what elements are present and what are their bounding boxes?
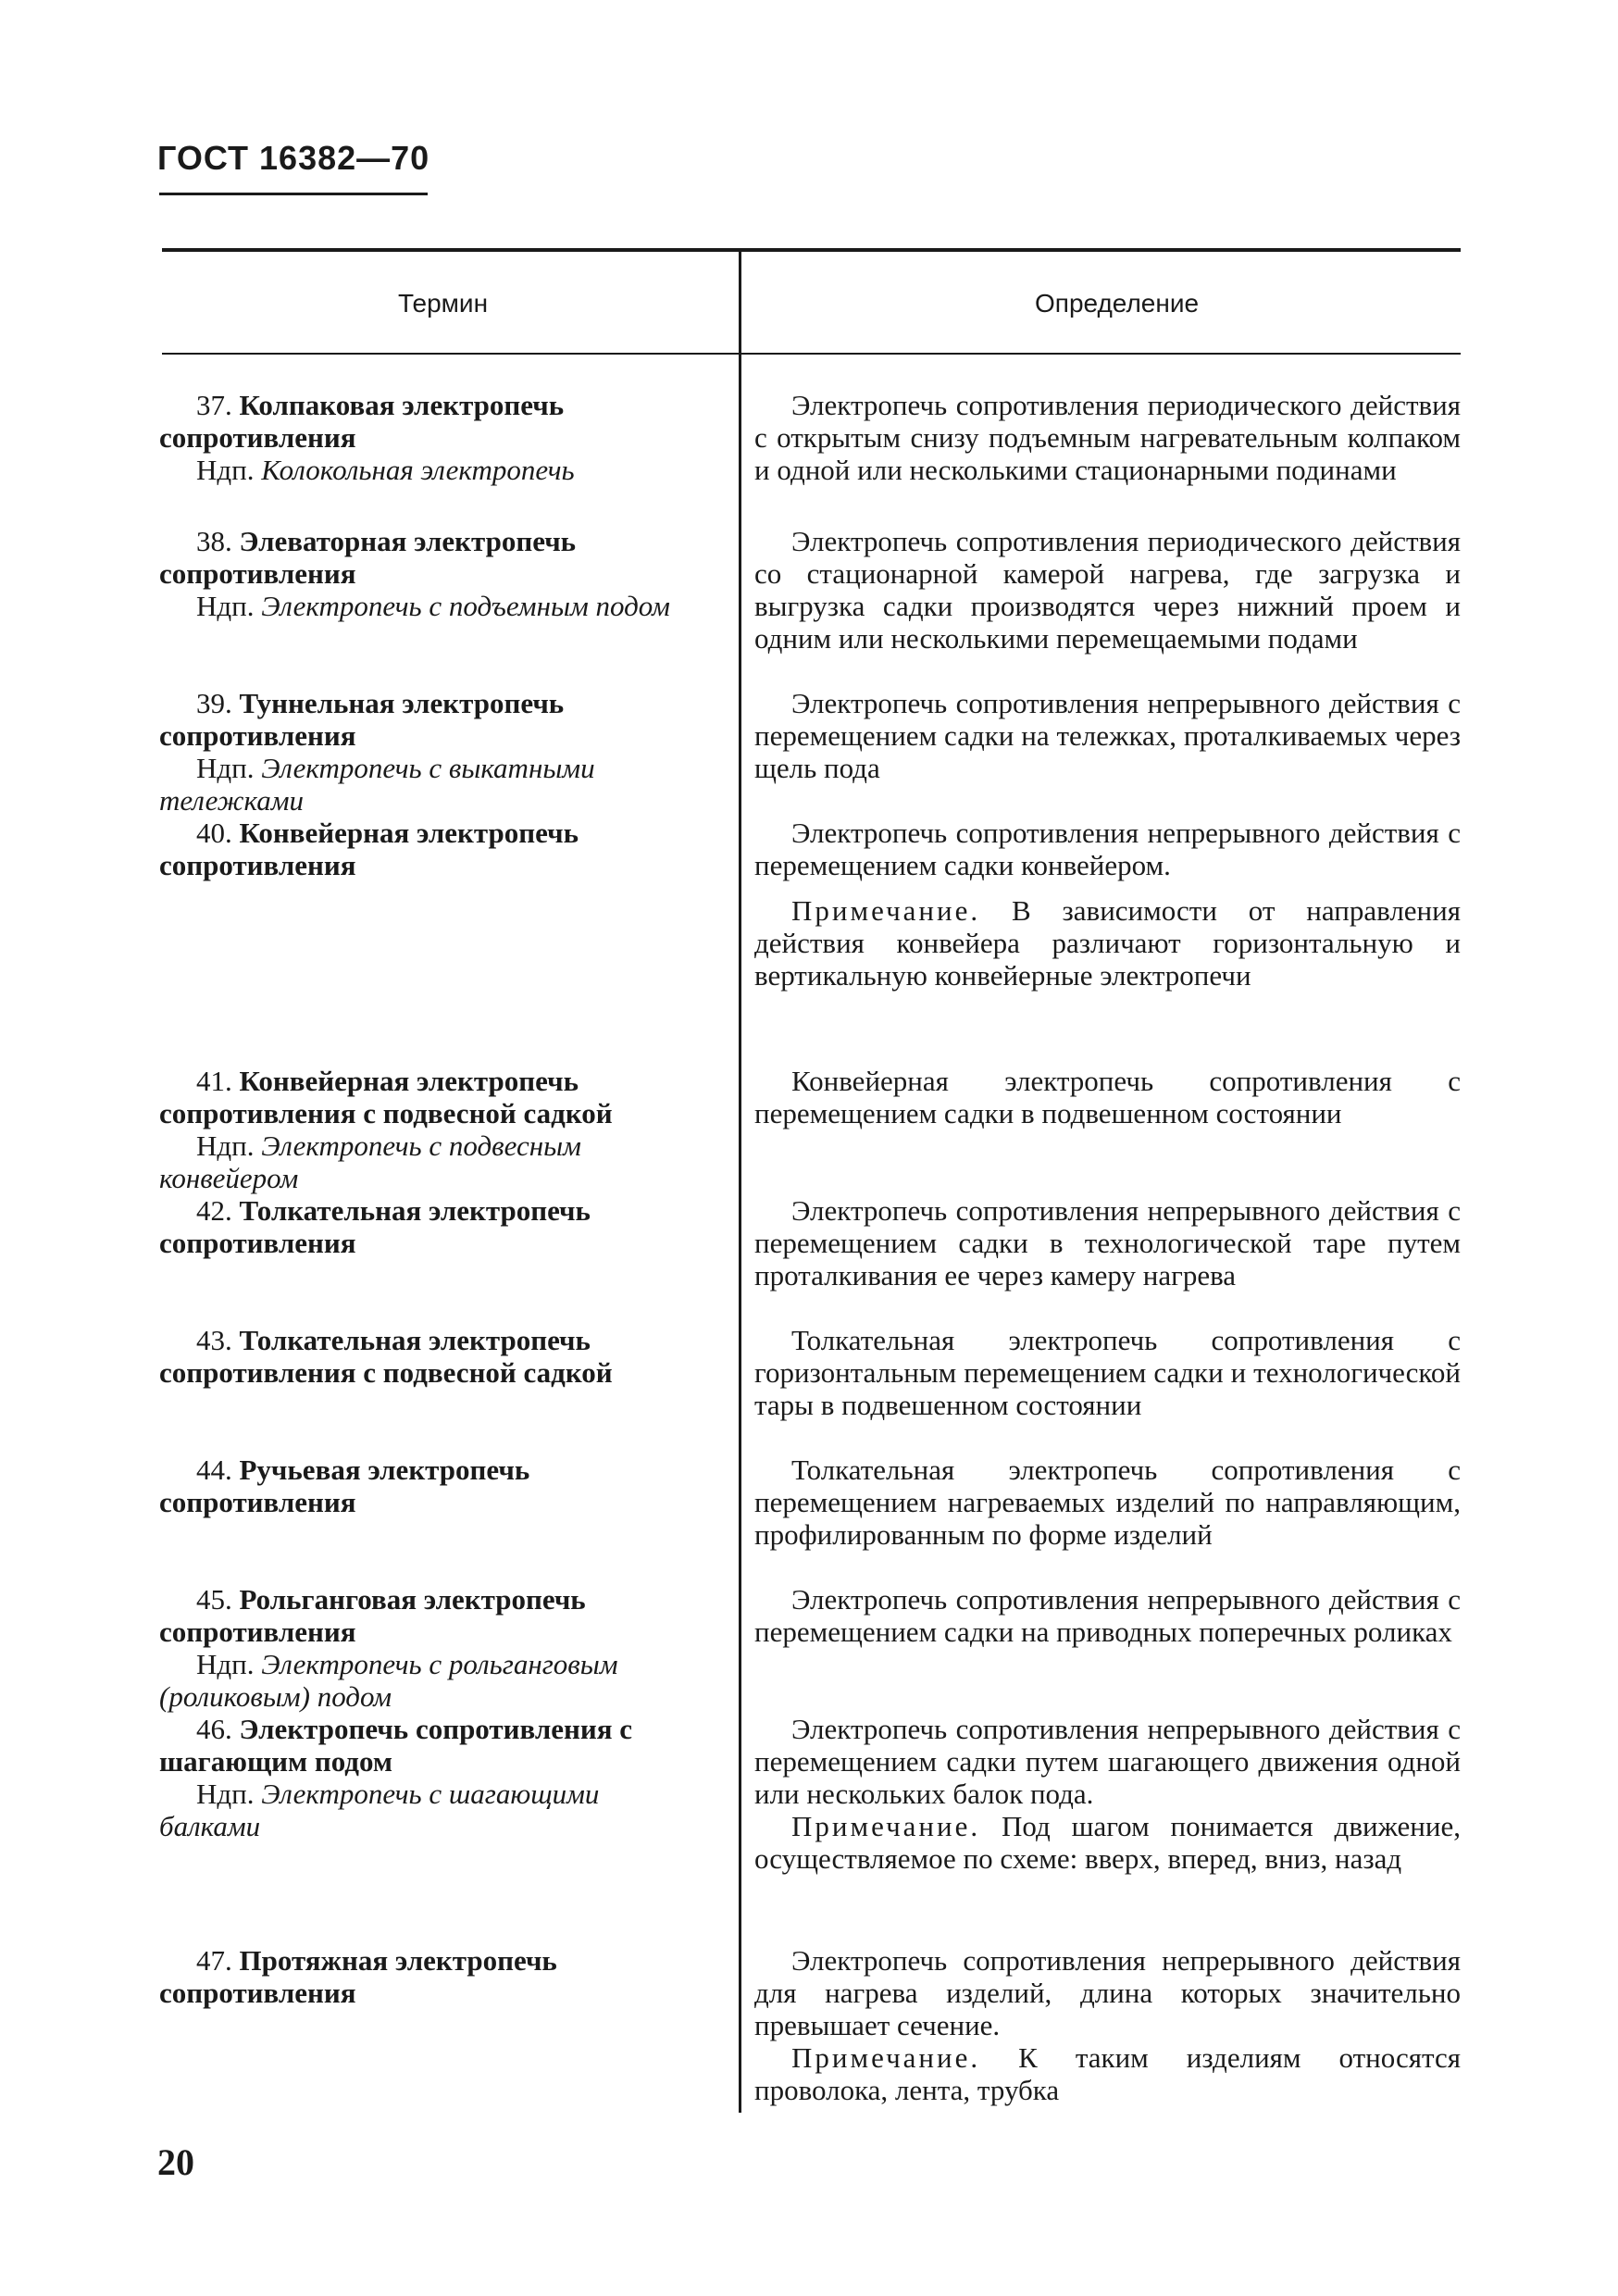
term-46: 46. Электропечь сопротивления с шагающим подом Ндп. Электропечь с шагающими балками [159,1713,632,1842]
definition-47: Электропечь сопротивления непрерывного действия для нагрева изделий, длина которых значительно превышает сечение. Примечание. К таким изделиям относятся проволока, лента, трубка [754,1944,1461,2106]
header-underline [159,193,428,195]
definition-41: Конвейерная электропечь сопротивления с перемещением садки в подвешенном состоянии [754,1065,1461,1129]
column-divider [739,252,741,2113]
page-number: 20 [157,2141,194,2183]
term-43: 43. Толкательная электропечь сопротивления с подвесной садкой [159,1324,613,1389]
term-47: 47. Протяжная электропечь сопротивления [159,1944,557,2009]
term-44: 44. Ручьевая электропечь сопротивления [159,1454,530,1518]
note-40: Примечание. В зависимости от направления действия конвейера различают горизонтальную и вертикальную конвейерные электропечи [754,894,1461,992]
term-39: 39. Туннельная электропечь сопротивления Ндп. Электропечь с выкатными тележками [159,687,595,817]
table-top-rule [162,248,1461,252]
term-41: 41. Конвейерная электропечь сопротивления с подвесной садкой Ндп. Электропечь с подвесным конвейером [159,1065,613,1194]
definition-45: Электропечь сопротивления непрерывного действия с перемещением садки на приводных поперечных роликах [754,1583,1461,1648]
term-38: 38. Элеваторная электропечь сопротивления Ндп. Электропечь с подъемным подом [159,525,670,622]
definition-38: Электропечь сопротивления периодического действия со стационарной камерой нагрева, где загрузка и выгрузка садки производятся через нижний проем и одним или несколькими перемещаемыми подами [754,525,1461,655]
term-37: 37. Колпаковая электропечь сопротивления Ндп. Колокольная электропечь [159,389,575,486]
definition-40: Электропечь сопротивления непрерывного действия с перемещением садки конвейером. Примечание. В зависимости от направления действия конвейера различают горизонтальную и вертикальную конвейерные электропечи [754,817,1461,992]
note-46: Примечание. Под шагом понимается движение, осуществляемое по схеме: вверх, вперед, вниз, назад [754,1810,1461,1875]
definition-37: Электропечь сопротивления периодического действия с открытым снизу подъемным нагревательным колпаком и одной или несколькими стационарными подинами [754,389,1461,486]
note-47: Примечание. К таким изделиям относятся проволока, лента, трубка [754,2041,1461,2106]
term-40: 40. Конвейерная электропечь сопротивления [159,817,579,881]
column-header-definition: Определение [1035,289,1200,318]
definition-44: Толкательная электропечь сопротивления с перемещением нагреваемых изделий по направляющим, профилированным по форме изделий [754,1454,1461,1551]
term-45: 45. Рольганговая электропечь сопротивления Ндп. Электропечь с рольганговым (роликовым) подом [159,1583,618,1713]
column-header-term: Термин [398,289,489,318]
table-header-rule [162,353,1461,355]
definition-43: Толкательная электропечь сопротивления с горизонтальным перемещением садки и технологической тары в подвешенном состоянии [754,1324,1461,1421]
definition-46: Электропечь сопротивления непрерывного действия с перемещением садки путем шагающего движения одной или нескольких балок пода. Примечание. Под шагом понимается движение, осуществляемое по схеме: вверх, вперед, вниз, назад [754,1713,1461,1875]
definition-39: Электропечь сопротивления непрерывного действия с перемещением садки на тележках, проталкиваемых через щель пода [754,687,1461,784]
document-header: ГОСТ 16382—70 [157,139,430,177]
definition-42: Электропечь сопротивления непрерывного действия с перемещением садки в технологической таре путем проталкивания ее через камеру нагрева [754,1194,1461,1292]
term-42: 42. Толкательная электропечь сопротивления [159,1194,591,1259]
